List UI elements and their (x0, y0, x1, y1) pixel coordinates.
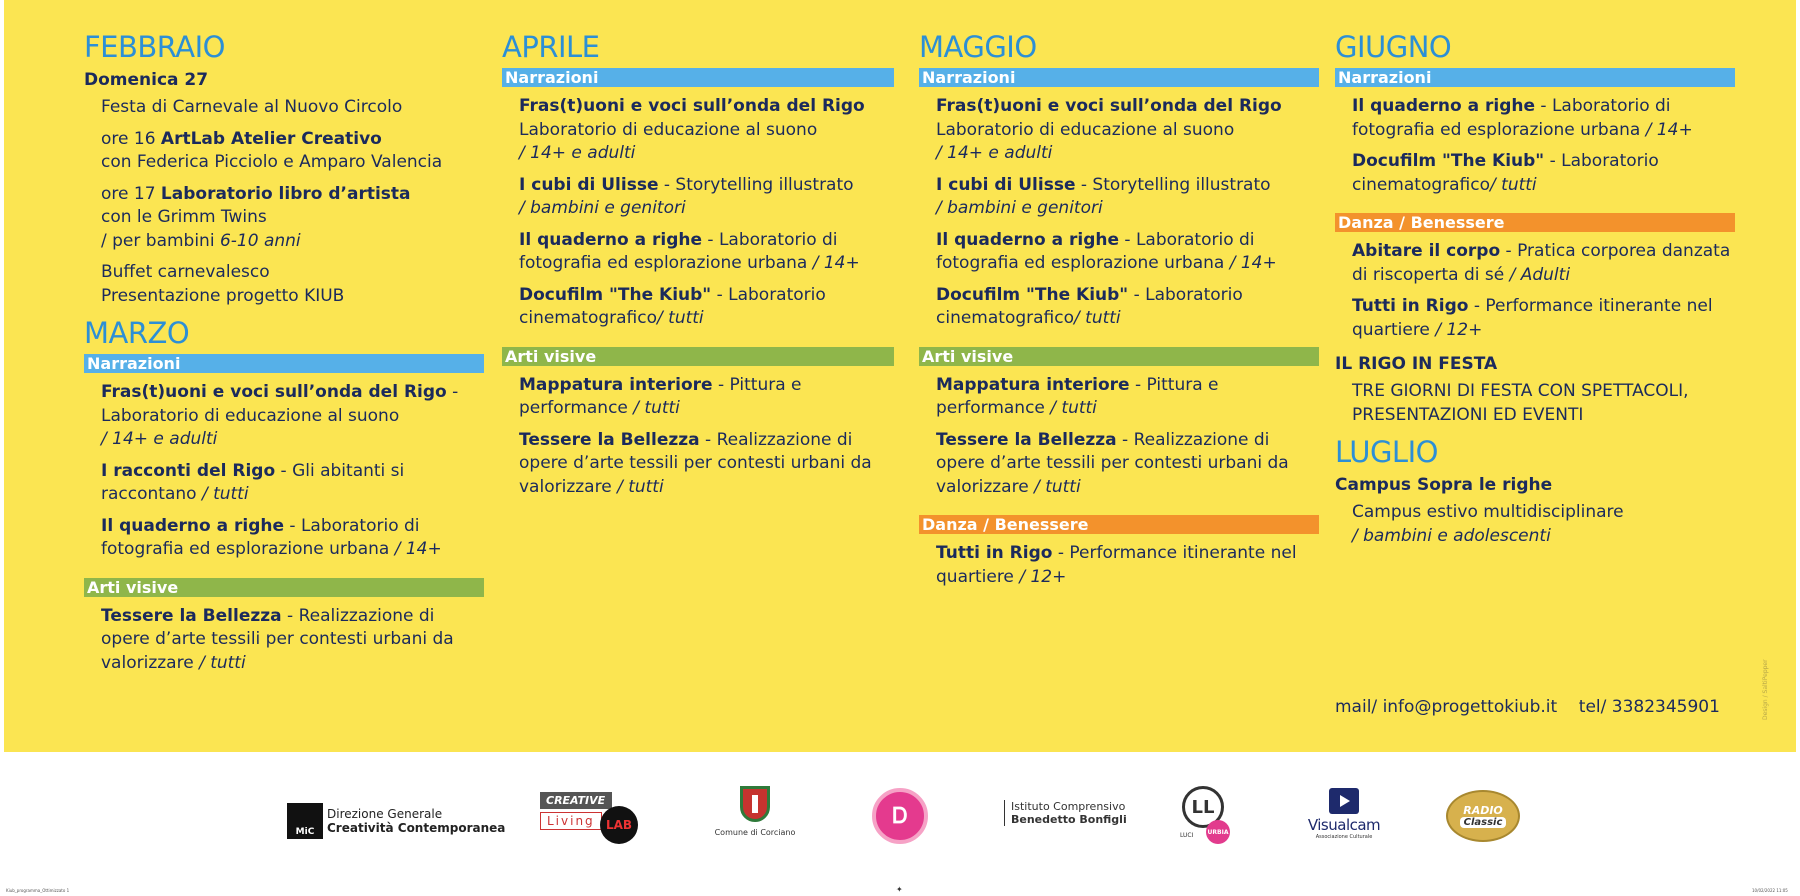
event-tessere-bellezza: Tessere la Bellezza - Realizzazione di opere d’arte tessili per contesti urbani da valorizzare / tutti (519, 429, 872, 497)
print-slug-right: 10/02/2022 11:05 (1752, 888, 1788, 893)
date-heading: Domenica 27 (84, 70, 209, 90)
print-slug-left: Kiub_programma_Ottimizzato 1 (6, 888, 70, 893)
month-luglio: LUGLIO (1335, 435, 1438, 469)
campus-heading: Campus Sopra le righe (1335, 475, 1553, 495)
luci-urbia-logo: LL URBIA LUCI (1180, 786, 1234, 846)
event-docufilm: Docufilm "The Kiub" - Laboratorio cinematografico/ tutti (1352, 151, 1659, 195)
coat-of-arms-icon (740, 786, 770, 822)
column-aprile (502, 30, 894, 507)
column-febbraio-marzo (84, 30, 484, 683)
event-quaderno-righe: Il quaderno a righe - Laboratorio di fotografia ed esplorazione urbana / 14+ (936, 229, 1277, 273)
film-camera-icon (1329, 788, 1359, 814)
category-bar-narrazioni: Narrazioni (1335, 68, 1735, 87)
category-bar-narrazioni: Narrazioni (919, 68, 1319, 87)
event-tutti-in-rigo: Tutti in Rigo - Performance itinerante nel quartiere / 12+ (936, 543, 1297, 587)
category-bar-arti-visive: Arti visive (919, 347, 1319, 366)
contact-info: mail/ info@progettokiub.it tel/ 3382345901 (1335, 697, 1720, 717)
event-artlab: ore 16 ArtLab Atelier Creativo con Federica Picciolo e Amparo Valencia (101, 128, 443, 172)
mic-mark-icon: MiC (287, 803, 323, 839)
event-docufilm: Docufilm "The Kiub" - Laboratorio cinematografico/ tutti (936, 284, 1243, 328)
event-quaderno-righe: Il quaderno a righe - Laboratorio di fotografia ed esplorazione urbana / 14+ (1352, 96, 1693, 140)
month-aprile: APRILE (502, 30, 600, 64)
month-marzo: MARZO (84, 316, 190, 350)
event-mappatura-interiore: Mappatura interiore - Pittura e performance / tutti (936, 374, 1219, 418)
category-bar-danza-benessere: Danza / Benessere (1335, 213, 1735, 232)
event-campus-estivo: Campus estivo multidisciplinare / bambini e adolescenti (1352, 502, 1624, 546)
month-febbraio: FEBBRAIO (84, 30, 225, 64)
category-bar-arti-visive: Arti visive (502, 347, 894, 366)
event-quaderno-righe: Il quaderno a righe - Laboratorio di fotografia ed esplorazione urbana / 14+ (101, 515, 442, 559)
category-bar-arti-visive: Arti visive (84, 578, 484, 597)
column-giugno-luglio (1335, 30, 1735, 556)
festa-description: TRE GIORNI DI FESTA CON SPETTACOLI, PRESENTAZIONI ED EVENTI (1352, 381, 1689, 425)
column-maggio (919, 30, 1319, 597)
event-cubi-ulisse: I cubi di Ulisse - Storytelling illustrato / bambini e genitori (936, 174, 1271, 218)
visualcam-logo: Visualcam Associazione Culturale (1304, 788, 1384, 850)
radio-classic-logo: RADIO Classic (1446, 790, 1520, 842)
category-bar-narrazioni: Narrazioni (502, 68, 894, 87)
event-quaderno-righe: Il quaderno a righe - Laboratorio di fotografia ed esplorazione urbana / 14+ (519, 229, 860, 273)
event-carnevale: Festa di Carnevale al Nuovo Circolo (101, 97, 403, 117)
event-tessere-bellezza: Tessere la Bellezza - Realizzazione di opere d’arte tessili per contesti urbani da valorizzare / tutti (101, 605, 454, 673)
comune-corciano-logo: Comune di Corciano (712, 786, 798, 856)
design-credit: Design / SaltiPepper (1762, 659, 1769, 720)
event-abitare-corpo: Abitare il corpo - Pratica corporea danzata di riscoperta di sé / Adulti (1352, 241, 1731, 285)
event-racconti-rigo: I racconti del Rigo - Gli abitanti si raccontano / tutti (101, 460, 405, 504)
category-bar-danza-benessere: Danza / Benessere (919, 515, 1319, 534)
event-frastuoni: Fras(t)uoni e voci sull’onda del Rigo Laboratorio di educazione al suono / 14+ e adulti (519, 96, 865, 163)
festa-heading: IL RIGO IN FESTA (1335, 354, 1498, 374)
event-cubi-ulisse: I cubi di Ulisse - Storytelling illustrato / bambini e genitori (519, 174, 854, 218)
event-docufilm: Docufilm "The Kiub" - Laboratorio cinematografico/ tutti (519, 284, 826, 328)
mic-logo: MiC Direzione Generale Creatività Contemporanea (287, 803, 505, 839)
event-tutti-in-rigo: Tutti in Rigo - Performance itinerante nel quartiere / 12+ (1352, 296, 1713, 340)
event-frastuoni: Fras(t)uoni e voci sull’onda del Rigo Laboratorio di educazione al suono / 14+ e adulti (936, 96, 1282, 163)
phone-number[interactable]: 3382345901 (1611, 697, 1720, 717)
event-mappatura-interiore: Mappatura interiore - Pittura e performance / tutti (519, 374, 802, 418)
event-frastuoni: Fras(t)uoni e voci sull’onda del Rigo - Laboratorio di educazione al suono / 14+ e adulti (101, 382, 459, 449)
pink-circle-logo: Ꭰ (872, 788, 928, 844)
event-tessere-bellezza: Tessere la Bellezza - Realizzazione di opere d’arte tessili per contesti urbani da valorizzare / tutti (936, 429, 1289, 497)
event-libro-artista: ore 17 Laboratorio libro d’artista con le Grimm Twins / per bambini 6-10 anni (101, 183, 411, 251)
istituto-bonfigli-logo: Istituto Comprensivo Benedetto Bonfigli (1004, 800, 1127, 826)
sponsor-logo-strip (0, 778, 1800, 858)
month-giugno: GIUGNO (1335, 30, 1452, 64)
email-link[interactable]: info@progettokiub.it (1382, 697, 1558, 717)
event-buffet: Buffet carnevalesco Presentazione progetto KIUB (101, 262, 345, 306)
category-bar-narrazioni: Narrazioni (84, 354, 484, 373)
month-maggio: MAGGIO (919, 30, 1037, 64)
creative-living-lab-logo: CREATIVE Living LAB (540, 792, 640, 848)
registration-mark-icon: ✦ (896, 885, 903, 894)
